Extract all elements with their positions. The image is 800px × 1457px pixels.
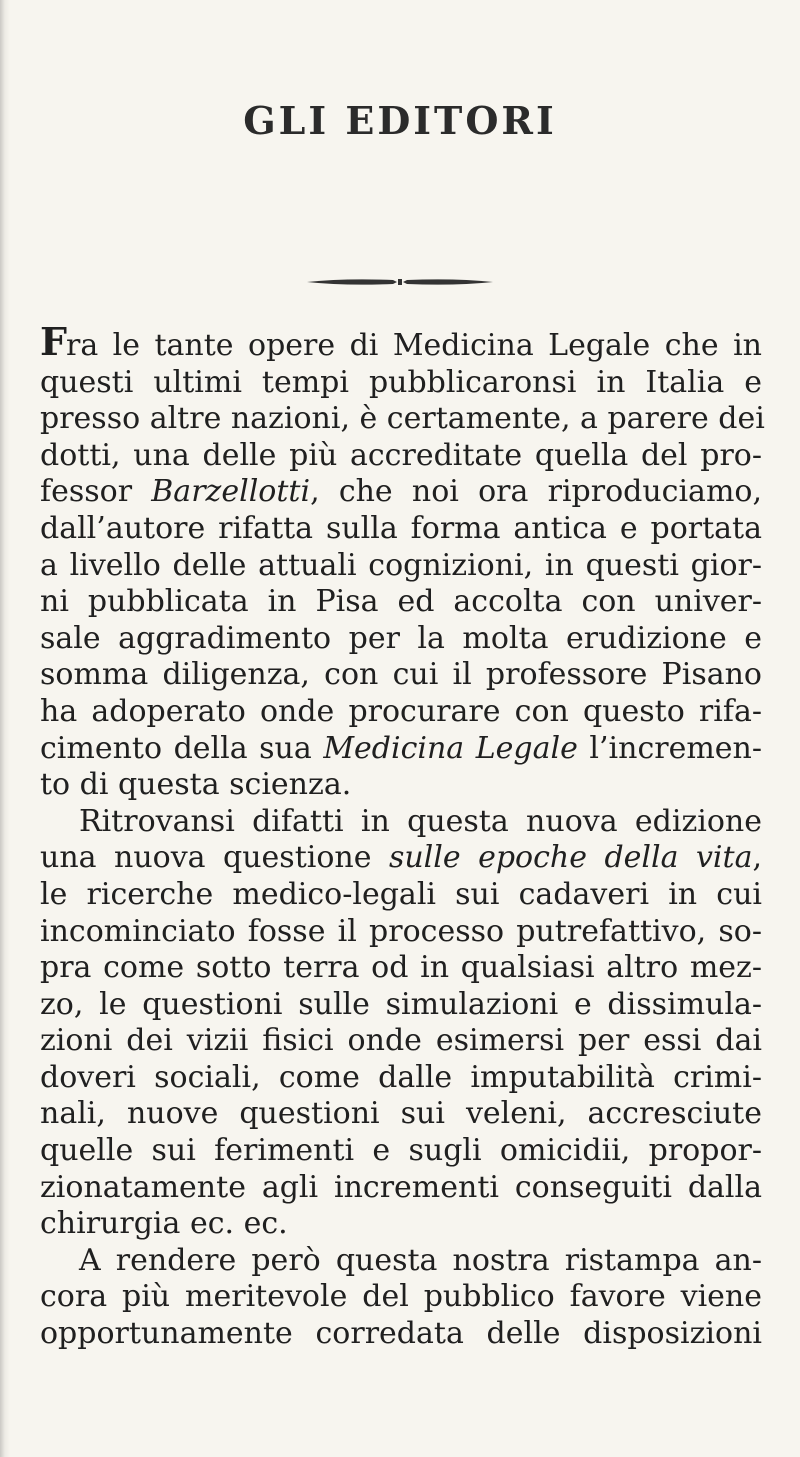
text-segment: ha adoperato onde procurare con questo rifa- <box>40 693 762 729</box>
text-line <box>40 621 762 658</box>
ornament-divider <box>305 276 495 288</box>
text-segment: somma diligenza, con cui il professore Pisano <box>40 657 762 693</box>
text-segment: nali, nuove questioni sui veleni, accresciute <box>40 1096 762 1132</box>
text-line <box>40 1206 762 1243</box>
text-segment: , che noi ora riproduciamo, <box>310 474 762 510</box>
text-segment: zionatamente agli incrementi conseguiti dalla <box>40 1169 762 1205</box>
text-line <box>40 694 762 731</box>
italic-text: sulle epoche della vita <box>388 840 753 876</box>
text-line <box>40 767 762 804</box>
text-line <box>40 1060 762 1097</box>
text-segment: to di questa scienza. <box>40 767 352 803</box>
text-segment: zo, le questioni sulle simulazioni e dissimula- <box>40 986 762 1022</box>
text-line <box>40 548 762 585</box>
text-segment: zioni dei vizii fisici onde esimersi per essi dai <box>40 1023 762 1059</box>
text-segment: Ritrovansi difatti in questa nuova edizione <box>79 803 762 839</box>
text-segment: l’incremen- <box>577 730 763 766</box>
text-line <box>40 1243 762 1280</box>
text-segment: questi ultimi tempi pubblicaronsi in Italia e <box>40 364 762 400</box>
text-line <box>40 657 762 694</box>
italic-text: Medicina Legale <box>323 730 578 766</box>
italic-text: Barzellotti <box>151 474 311 510</box>
ornament-right-flourish <box>403 279 493 284</box>
text-segment: cimento della sua <box>40 730 324 766</box>
ornament-center <box>398 279 402 285</box>
page-title: GLI EDITORI <box>243 98 557 143</box>
text-line <box>40 401 765 438</box>
text-line <box>40 1316 762 1353</box>
text-segment: opportunamente corredata delle disposizioni <box>40 1316 762 1352</box>
text-line <box>40 1133 762 1170</box>
text-segment: fessor <box>40 474 152 510</box>
text-line <box>40 987 762 1024</box>
text-line <box>40 877 762 914</box>
text-segment: A rendere però questa nostra ristampa an- <box>79 1242 762 1278</box>
text-line <box>40 840 762 877</box>
text-segment: ni pubblicata in Pisa ed accolta con univer- <box>40 584 762 620</box>
text-segment: a livello delle attuali cognizioni, in questi gior- <box>40 547 762 583</box>
ornament-left-flourish <box>307 279 397 284</box>
text-segment: pra come sotto terra od in qualsiasi altro mez- <box>40 950 762 986</box>
text-segment: dall’autore rifatta sulla forma antica e portata <box>40 510 762 546</box>
text-segment: chirurgia ec. ec. <box>40 1206 288 1242</box>
text-segment: presso altre nazioni, è certamente, a parere dei <box>40 401 765 437</box>
text-line <box>40 1023 762 1060</box>
text-segment: una nuova questione <box>40 840 389 876</box>
text-segment: cora più meritevole del pubblico favore viene <box>40 1279 762 1315</box>
text-line <box>40 1279 762 1316</box>
text-segment: quelle sui ferimenti e sugli omicidii, propor- <box>40 1133 762 1169</box>
text-line <box>40 914 762 951</box>
text-line <box>40 365 762 402</box>
drop-cap: F <box>40 319 66 364</box>
text-segment: sale aggradimento per la molta erudizione e <box>40 620 762 656</box>
text-line <box>40 511 762 548</box>
text-segment: le ricerche medico-legali sui cadaveri in cui <box>40 876 762 912</box>
body-text <box>40 319 765 1353</box>
text-line <box>40 474 762 511</box>
text-segment: , <box>752 840 762 876</box>
text-segment: ra le tante opere di Medicina Legale che in <box>65 328 762 363</box>
text-line <box>40 584 762 621</box>
text-line <box>40 804 762 841</box>
text-segment: dotti, una delle più accreditate quella del pro- <box>40 437 762 473</box>
text-segment: doveri sociali, come dalle imputabilità crimi- <box>40 1059 762 1095</box>
text-line <box>40 950 762 987</box>
text-line <box>40 731 762 768</box>
text-segment: incominciato fosse il processo putrefattivo, so- <box>40 913 762 949</box>
text-line <box>40 438 762 475</box>
text-line <box>40 1170 762 1207</box>
page-binding-shadow <box>0 0 10 1457</box>
text-line <box>40 319 762 365</box>
text-line <box>40 1096 762 1133</box>
